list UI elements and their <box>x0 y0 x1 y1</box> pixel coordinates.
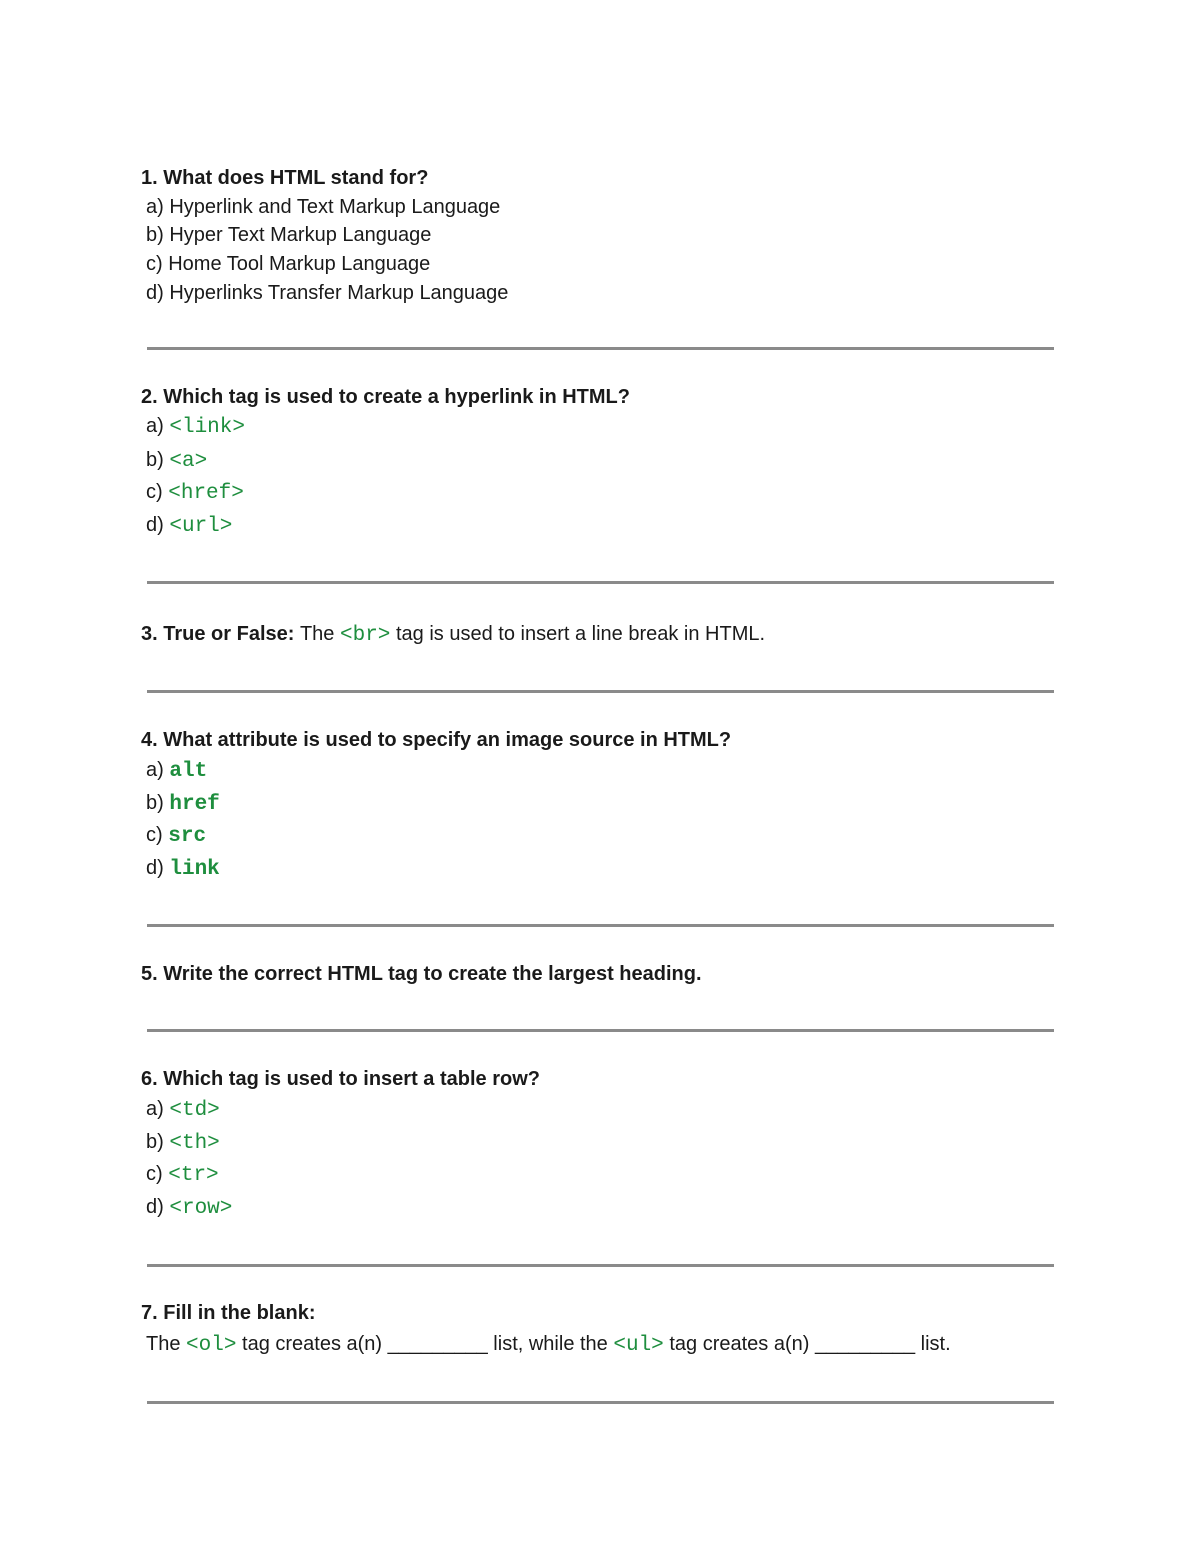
option-letter: a) <box>146 415 164 437</box>
question-3-heading <box>141 622 765 648</box>
question-4-option-d <box>146 856 220 882</box>
question-1-option-c <box>146 252 430 276</box>
option-letter: c) <box>146 481 163 503</box>
option-letter: c) <box>146 253 163 275</box>
question-2-heading <box>141 385 630 409</box>
option-letter: d) <box>146 857 164 879</box>
option-text: Hyper Text Markup Language <box>169 224 432 246</box>
question-1-text: What does HTML stand for? <box>163 167 429 189</box>
question-7-text: Fill in the blank: <box>163 1302 316 1324</box>
option-code: href <box>169 793 220 816</box>
divider-3 <box>147 690 1054 693</box>
question-4-heading <box>141 728 731 752</box>
option-code: <td> <box>169 1099 220 1122</box>
fill-line-code-ul: <ul> <box>613 1334 664 1357</box>
question-6-option-b <box>146 1130 220 1156</box>
option-code: alt <box>169 760 208 783</box>
question-6-heading <box>141 1067 540 1091</box>
question-4-option-a <box>146 758 207 784</box>
question-4-text: What attribute is used to specify an image source in HTML? <box>163 729 732 751</box>
question-1-option-d <box>146 281 508 305</box>
question-1-option-a <box>146 195 500 219</box>
question-6-number: 6. <box>141 1068 158 1090</box>
fill-line-part-3: tag creates a(n) _________ list. <box>669 1333 951 1355</box>
option-code: <a> <box>169 450 208 473</box>
question-5-text: Write the correct HTML tag to create the largest heading. <box>163 963 702 985</box>
question-4-option-c <box>146 823 206 849</box>
question-2-text: Which tag is used to create a hyperlink in HTML? <box>163 386 630 408</box>
option-letter: a) <box>146 1098 164 1120</box>
option-letter: b) <box>146 1131 164 1153</box>
divider-1 <box>147 347 1054 350</box>
question-6-option-a <box>146 1097 220 1123</box>
divider-2 <box>147 581 1054 584</box>
question-3-text-before: The <box>299 623 335 645</box>
question-1-option-b <box>146 223 431 247</box>
question-4-option-b <box>146 791 220 817</box>
divider-4 <box>147 924 1054 927</box>
question-6-option-d <box>146 1195 232 1221</box>
option-text: Home Tool Markup Language <box>168 253 431 275</box>
fill-line-part-1: The <box>146 1333 181 1355</box>
question-2-number: 2. <box>141 386 158 408</box>
option-letter: c) <box>146 824 163 846</box>
question-7-number: 7. <box>141 1302 158 1324</box>
question-3-text-after: tag is used to insert a line break in HTML. <box>395 623 766 645</box>
fill-line-part-2: tag creates a(n) _________ list, while the <box>242 1333 608 1355</box>
option-letter: d) <box>146 282 164 304</box>
question-4-number: 4. <box>141 729 158 751</box>
option-letter: a) <box>146 759 164 781</box>
divider-6 <box>147 1264 1054 1267</box>
option-letter: b) <box>146 224 164 246</box>
question-6-option-c <box>146 1162 219 1188</box>
question-2-option-a <box>146 414 245 440</box>
option-code: src <box>168 825 207 848</box>
option-code: <row> <box>169 1197 233 1220</box>
question-3-label: True or False: <box>163 623 295 645</box>
option-code: <link> <box>169 416 245 439</box>
question-1-heading <box>141 166 428 190</box>
question-2-option-b <box>146 448 207 474</box>
option-text: Hyperlinks Transfer Markup Language <box>169 282 509 304</box>
option-letter: b) <box>146 449 164 471</box>
question-2-option-c <box>146 480 244 506</box>
option-letter: c) <box>146 1163 163 1185</box>
question-2-option-d <box>146 513 232 539</box>
option-letter: b) <box>146 792 164 814</box>
option-code: <href> <box>168 482 244 505</box>
divider-7 <box>147 1401 1054 1404</box>
option-code: <url> <box>169 515 233 538</box>
option-code: <th> <box>169 1132 220 1155</box>
option-code: link <box>169 858 220 881</box>
option-letter: d) <box>146 514 164 536</box>
question-1-number: 1. <box>141 167 158 189</box>
option-code: <tr> <box>168 1164 219 1187</box>
question-7-fill-line <box>146 1332 951 1358</box>
question-5-number: 5. <box>141 963 158 985</box>
option-letter: a) <box>146 196 164 218</box>
question-6-text: Which tag is used to insert a table row? <box>163 1068 540 1090</box>
divider-5 <box>147 1029 1054 1032</box>
question-3-number: 3. <box>141 623 158 645</box>
question-5-heading <box>141 962 702 986</box>
option-letter: d) <box>146 1196 164 1218</box>
fill-line-code-ol: <ol> <box>186 1334 237 1357</box>
question-7-heading <box>141 1301 315 1325</box>
question-3-code: <br> <box>340 624 391 647</box>
option-text: Hyperlink and Text Markup Language <box>169 196 501 218</box>
